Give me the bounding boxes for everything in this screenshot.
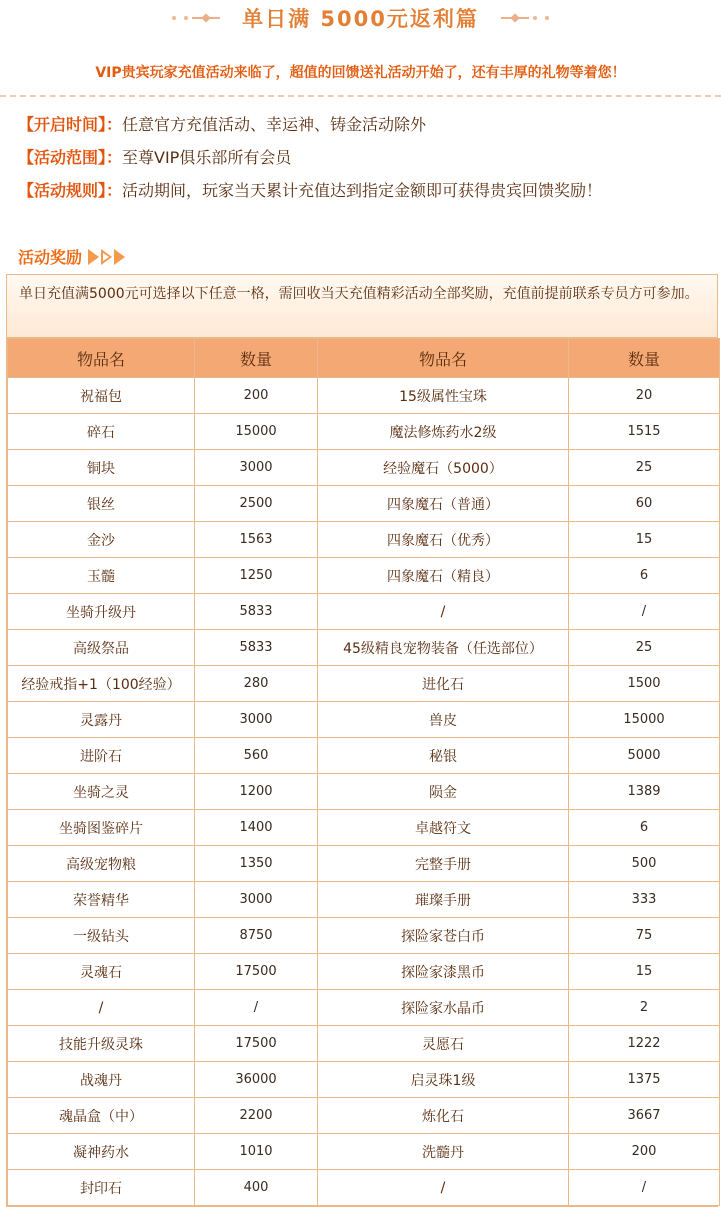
quantity-cell: 500 bbox=[569, 846, 720, 882]
quantity-cell: 1400 bbox=[195, 810, 318, 846]
item-name-cell: 坐骑图鉴碎片 bbox=[8, 810, 195, 846]
item-name-cell: 经验戒指+1（100经验） bbox=[8, 666, 195, 702]
item-name-cell: 战魂丹 bbox=[8, 1062, 195, 1098]
arrow-right-icon bbox=[114, 249, 125, 265]
quantity-cell: 1563 bbox=[195, 522, 318, 558]
item-name-cell: / bbox=[318, 1170, 569, 1206]
table-row bbox=[8, 1026, 720, 1062]
item-name-cell: 兽皮 bbox=[318, 702, 569, 738]
item-name-cell: 祝福包 bbox=[8, 378, 195, 414]
info-rules bbox=[18, 178, 602, 201]
info-value: 任意官方充值活动、幸运神、铸金活动除外 bbox=[122, 115, 427, 134]
info-open-time bbox=[18, 112, 426, 135]
table-row bbox=[8, 702, 720, 738]
item-name-cell: 一级钻头 bbox=[8, 918, 195, 954]
quantity-cell: 3000 bbox=[195, 702, 318, 738]
quantity-cell: 6 bbox=[569, 810, 720, 846]
item-name-cell: 四象魔石（普通） bbox=[318, 486, 569, 522]
item-name-cell: 四象魔石（精良） bbox=[318, 558, 569, 594]
item-name-cell: 铜块 bbox=[8, 450, 195, 486]
table-row bbox=[8, 882, 720, 918]
quantity-cell: 25 bbox=[569, 630, 720, 666]
item-name-cell: / bbox=[8, 990, 195, 1026]
quantity-cell: 400 bbox=[195, 1170, 318, 1206]
table-row bbox=[8, 450, 720, 486]
table-header-row bbox=[8, 339, 720, 378]
info-scope bbox=[18, 145, 291, 168]
item-name-cell: 灵魂石 bbox=[8, 954, 195, 990]
item-name-cell: 荣誉精华 bbox=[8, 882, 195, 918]
quantity-cell: 15 bbox=[569, 954, 720, 990]
quantity-cell: 1500 bbox=[569, 666, 720, 702]
reward-table bbox=[7, 338, 720, 1206]
section-header bbox=[18, 245, 125, 268]
title-decoration-right bbox=[501, 11, 553, 25]
item-name-cell: 秘银 bbox=[318, 738, 569, 774]
reward-table-container bbox=[6, 274, 718, 1207]
arrow-right-icon bbox=[88, 249, 99, 265]
table-row bbox=[8, 990, 720, 1026]
quantity-cell: 75 bbox=[569, 918, 720, 954]
quantity-cell: / bbox=[195, 990, 318, 1026]
quantity-cell: 200 bbox=[195, 378, 318, 414]
item-name-cell: 探险家漆黑币 bbox=[318, 954, 569, 990]
item-name-cell: 四象魔石（优秀） bbox=[318, 522, 569, 558]
section-title: 活动奖励 bbox=[18, 248, 83, 267]
table-row bbox=[8, 630, 720, 666]
item-name-cell: 高级祭品 bbox=[8, 630, 195, 666]
item-name-cell: 魔法修炼药水2级 bbox=[318, 414, 569, 450]
quantity-cell: 25 bbox=[569, 450, 720, 486]
table-row bbox=[8, 558, 720, 594]
quantity-cell: 2 bbox=[569, 990, 720, 1026]
item-name-cell: 璀璨手册 bbox=[318, 882, 569, 918]
item-name-cell: 启灵珠1级 bbox=[318, 1062, 569, 1098]
item-name-cell: 技能升级灵珠 bbox=[8, 1026, 195, 1062]
quantity-cell: 6 bbox=[569, 558, 720, 594]
quantity-cell: 15 bbox=[569, 522, 720, 558]
item-name-cell: / bbox=[318, 594, 569, 630]
item-name-cell: 进阶石 bbox=[8, 738, 195, 774]
quantity-cell: 1515 bbox=[569, 414, 720, 450]
quantity-cell: 1010 bbox=[195, 1134, 318, 1170]
item-name-cell: 灵露丹 bbox=[8, 702, 195, 738]
table-row bbox=[8, 1170, 720, 1206]
table-row bbox=[8, 954, 720, 990]
item-name-cell: 坐骑升级丹 bbox=[8, 594, 195, 630]
item-name-cell: 玉髓 bbox=[8, 558, 195, 594]
sparkle-icon bbox=[192, 11, 220, 25]
quantity-cell: 2200 bbox=[195, 1098, 318, 1134]
quantity-cell: 333 bbox=[569, 882, 720, 918]
item-name-cell: 卓越符文 bbox=[318, 810, 569, 846]
quantity-cell: 280 bbox=[195, 666, 318, 702]
quantity-cell: 5833 bbox=[195, 594, 318, 630]
quantity-cell: 3000 bbox=[195, 882, 318, 918]
quantity-cell: 15000 bbox=[195, 414, 318, 450]
item-name-cell: 封印石 bbox=[8, 1170, 195, 1206]
quantity-cell: 36000 bbox=[195, 1062, 318, 1098]
quantity-cell: 15000 bbox=[569, 702, 720, 738]
table-row bbox=[8, 810, 720, 846]
reward-notice: 单日充值满5000元可选择以下任意一格，需回收当天充值精彩活动全部奖励，充值前提前联系专员方可参加。 bbox=[7, 275, 717, 338]
table-row bbox=[8, 1062, 720, 1098]
item-name-cell: 炼化石 bbox=[318, 1098, 569, 1134]
quantity-cell: 20 bbox=[569, 378, 720, 414]
table-row bbox=[8, 738, 720, 774]
item-name-cell: 坐骑之灵 bbox=[8, 774, 195, 810]
quantity-cell: 1375 bbox=[569, 1062, 720, 1098]
page-title: 单日满 5000元返利篇 bbox=[242, 7, 479, 31]
quantity-cell: / bbox=[569, 594, 720, 630]
header-quantity: 数量 bbox=[569, 339, 720, 378]
item-name-cell: 探险家水晶币 bbox=[318, 990, 569, 1026]
table-row bbox=[8, 774, 720, 810]
item-name-cell: 探险家苍白币 bbox=[318, 918, 569, 954]
quantity-cell: 1389 bbox=[569, 774, 720, 810]
table-row bbox=[8, 594, 720, 630]
table-row bbox=[8, 666, 720, 702]
item-name-cell: 15级属性宝珠 bbox=[318, 378, 569, 414]
quantity-cell: 1250 bbox=[195, 558, 318, 594]
item-name-cell: 银丝 bbox=[8, 486, 195, 522]
info-key: 【活动规则】： bbox=[18, 181, 123, 200]
table-row bbox=[8, 414, 720, 450]
quantity-cell: 1350 bbox=[195, 846, 318, 882]
header-item-name: 物品名 bbox=[318, 339, 569, 378]
quantity-cell: 3667 bbox=[569, 1098, 720, 1134]
quantity-cell: 2500 bbox=[195, 486, 318, 522]
quantity-cell: 5833 bbox=[195, 630, 318, 666]
table-row bbox=[8, 918, 720, 954]
info-key: 【开启时间】： bbox=[18, 115, 123, 134]
quantity-cell: 200 bbox=[569, 1134, 720, 1170]
quantity-cell: 5000 bbox=[569, 738, 720, 774]
quantity-cell: 60 bbox=[569, 486, 720, 522]
item-name-cell: 洗髓丹 bbox=[318, 1134, 569, 1170]
intro-text: VIP贵宾玩家充值活动来临了，超值的回馈送礼活动开始了，还有丰厚的礼物等着您！ bbox=[95, 65, 626, 81]
table-row bbox=[8, 1098, 720, 1134]
item-name-cell: 陨金 bbox=[318, 774, 569, 810]
quantity-cell: 560 bbox=[195, 738, 318, 774]
item-name-cell: 进化石 bbox=[318, 666, 569, 702]
item-name-cell: 完整手册 bbox=[318, 846, 569, 882]
item-name-cell: 碎石 bbox=[8, 414, 195, 450]
table-row bbox=[8, 1134, 720, 1170]
title-banner bbox=[0, 0, 721, 36]
table-row bbox=[8, 522, 720, 558]
info-value: 至尊VIP俱乐部所有会员 bbox=[122, 148, 292, 167]
table-row bbox=[8, 378, 720, 414]
item-name-cell: 凝神药水 bbox=[8, 1134, 195, 1170]
quantity-cell: 1200 bbox=[195, 774, 318, 810]
item-name-cell: 灵愿石 bbox=[318, 1026, 569, 1062]
divider bbox=[0, 95, 721, 97]
table-row bbox=[8, 486, 720, 522]
quantity-cell: / bbox=[569, 1170, 720, 1206]
sparkle-icon bbox=[501, 11, 529, 25]
arrow-right-outline-icon bbox=[101, 249, 112, 265]
item-name-cell: 金沙 bbox=[8, 522, 195, 558]
header-item-name: 物品名 bbox=[8, 339, 195, 378]
info-key: 【活动范围】： bbox=[18, 148, 123, 167]
quantity-cell: 3000 bbox=[195, 450, 318, 486]
quantity-cell: 17500 bbox=[195, 954, 318, 990]
quantity-cell: 8750 bbox=[195, 918, 318, 954]
item-name-cell: 45级精良宠物装备（任选部位） bbox=[318, 630, 569, 666]
table-row bbox=[8, 846, 720, 882]
header-quantity: 数量 bbox=[195, 339, 318, 378]
title-decoration-left bbox=[168, 11, 220, 25]
quantity-cell: 17500 bbox=[195, 1026, 318, 1062]
item-name-cell: 经验魔石（5000） bbox=[318, 450, 569, 486]
item-name-cell: 魂晶盒（中） bbox=[8, 1098, 195, 1134]
quantity-cell: 1222 bbox=[569, 1026, 720, 1062]
item-name-cell: 高级宠物粮 bbox=[8, 846, 195, 882]
info-value: 活动期间，玩家当天累计充值达到指定金额即可获得贵宾回馈奖励！ bbox=[122, 181, 603, 200]
